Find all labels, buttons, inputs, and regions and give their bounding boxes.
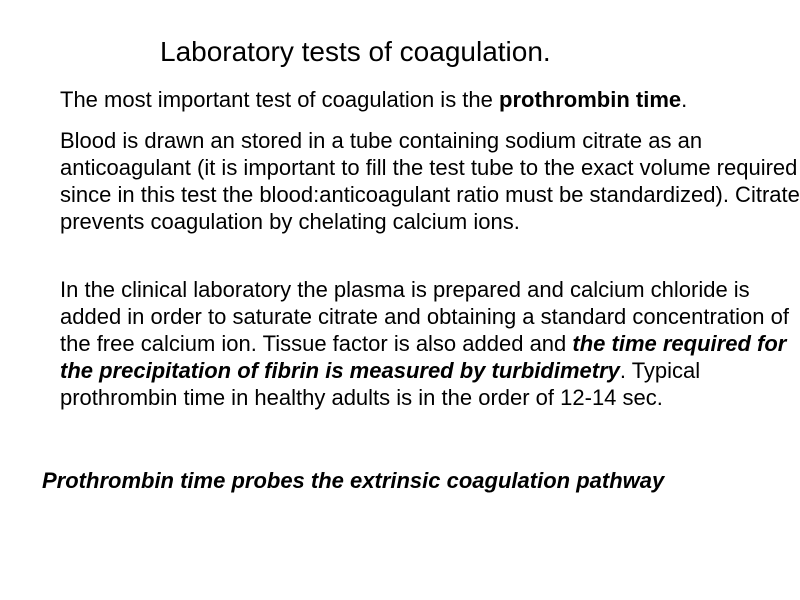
paragraph-intro [32,86,800,113]
summary-statement: Prothrombin time probes the extrinsic coagulation pathway [42,468,665,493]
slide-title: Laboratory tests of coagulation. [160,36,551,67]
paragraph-intro-text: The most important test of coagulation is the [60,87,500,112]
fibrin-precipitation-emphasis: the time required for the precipitation of fibrin is measured by turbidimetry [60,331,787,383]
paragraph-blood-sample [32,127,800,235]
paragraph-clinical-lab-text: In the clinical laboratory the plasma is prepared and calcium chloride is added in order to saturate citrate and obtaining a standard concentration of the free calcium ion. Tissue factor is also added and [60,277,789,356]
paragraph-clinical-lab [32,276,800,411]
prothrombin-time-term: prothrombin time [499,87,682,112]
paragraph-intro-end: . [681,87,688,112]
paragraph-blood-sample-text: Blood is drawn an stored in a tube containing sodium citrate as an anticoagulant (it is important to fill the test tube to the exact volume required since in this test the blood:anticoagulant ratio must be standardized). Citrate prevents coagulation by chelating calcium ions. [60,128,800,234]
paragraph-clinical-lab-end: . Typical prothrombin time in healthy adults is in the order of 12-14 sec. [60,358,701,410]
